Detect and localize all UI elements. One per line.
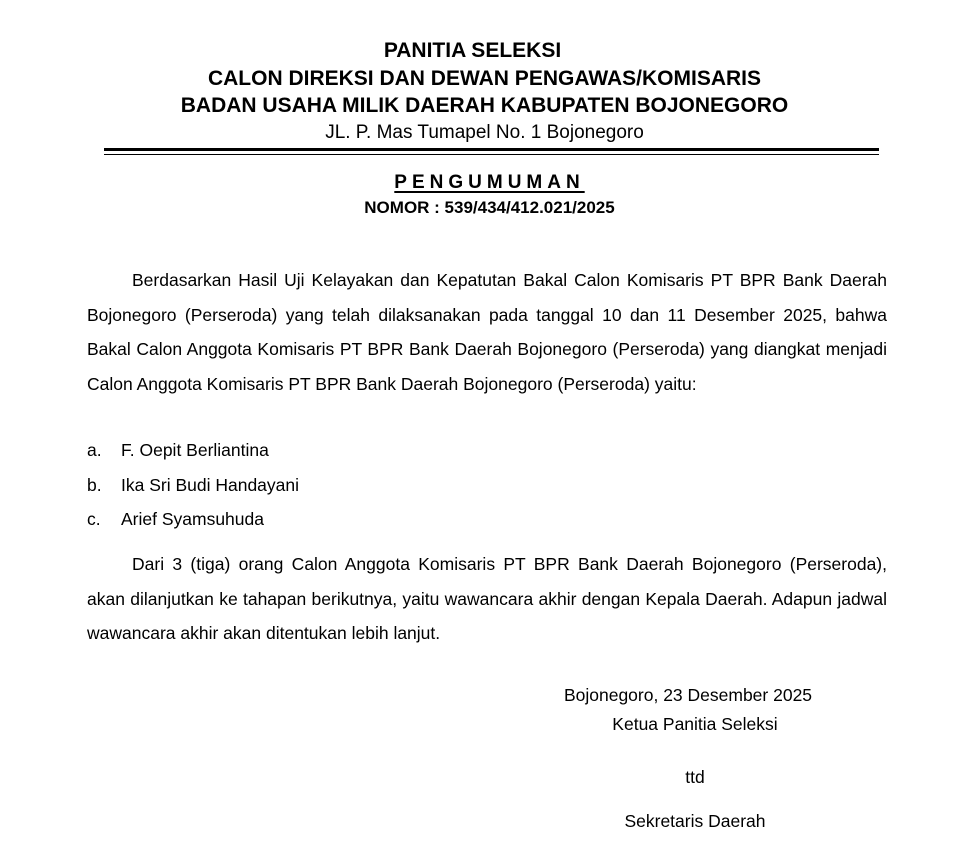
letterhead-divider-thin [104,154,879,155]
letterhead-committee-scope: CALON DIREKSI DAN DEWAN PENGAWAS/KOMISARIS [207,67,762,90]
list-marker: c. [87,509,101,529]
signature-name: Sekretaris Daerah [624,811,766,831]
signature-role: Ketua Panitia Seleksi [612,714,778,734]
letterhead-address: JL. P. Mas Tumapel No. 1 Bojonegoro [325,122,644,143]
announcement-title-text: PENGUMUMAN [394,172,585,193]
announcement-title [0,172,957,194]
signature-ttd: ttd [685,767,705,787]
letterhead-organization: BADAN USAHA MILIK DAERAH KABUPATEN BOJONEGORO [180,94,789,117]
letterhead-committee-name: PANITIA SELEKSI [383,39,562,62]
list-marker: a. [87,440,102,460]
letterhead-divider-thick [104,148,879,151]
body-paragraph-1: Berdasarkan Hasil Uji Kelayakan dan Kepatutan Bakal Calon Komisaris PT BPR Bank Daerah Bojonegoro (Perseroda) yang telah dilaksanakan pada tanggal 10 dan 11 Desember 2025, bahwa Bakal Calon Anggota Komisaris PT BPR Bank Daerah Bojonegoro (Perseroda) yang diangkat menjadi Calon Anggota Komisaris PT BPR Bank Daerah Bojonegoro (Perseroda) yaitu: [87,270,887,394]
body-paragraph-2: Dari 3 (tiga) orang Calon Anggota Komisaris PT BPR Bank Daerah Bojonegoro (Perseroda), akan dilanjutkan ke tahapan berikutnya, yaitu wawancara akhir dengan Kepala Daerah. Adapun jadwal wawancara akhir akan ditentukan lebih lanjut. [87,554,887,643]
candidate-name: Arief Syamsuhuda [121,509,264,529]
list-marker: b. [87,475,102,495]
candidate-name: Ika Sri Budi Handayani [121,475,300,495]
signature-place-date: Bojonegoro, 23 Desember 2025 [563,685,813,705]
candidate-name: F. Oepit Berliantina [121,440,269,460]
announcement-number: NOMOR : 539/434/412.021/2025 [364,198,615,217]
